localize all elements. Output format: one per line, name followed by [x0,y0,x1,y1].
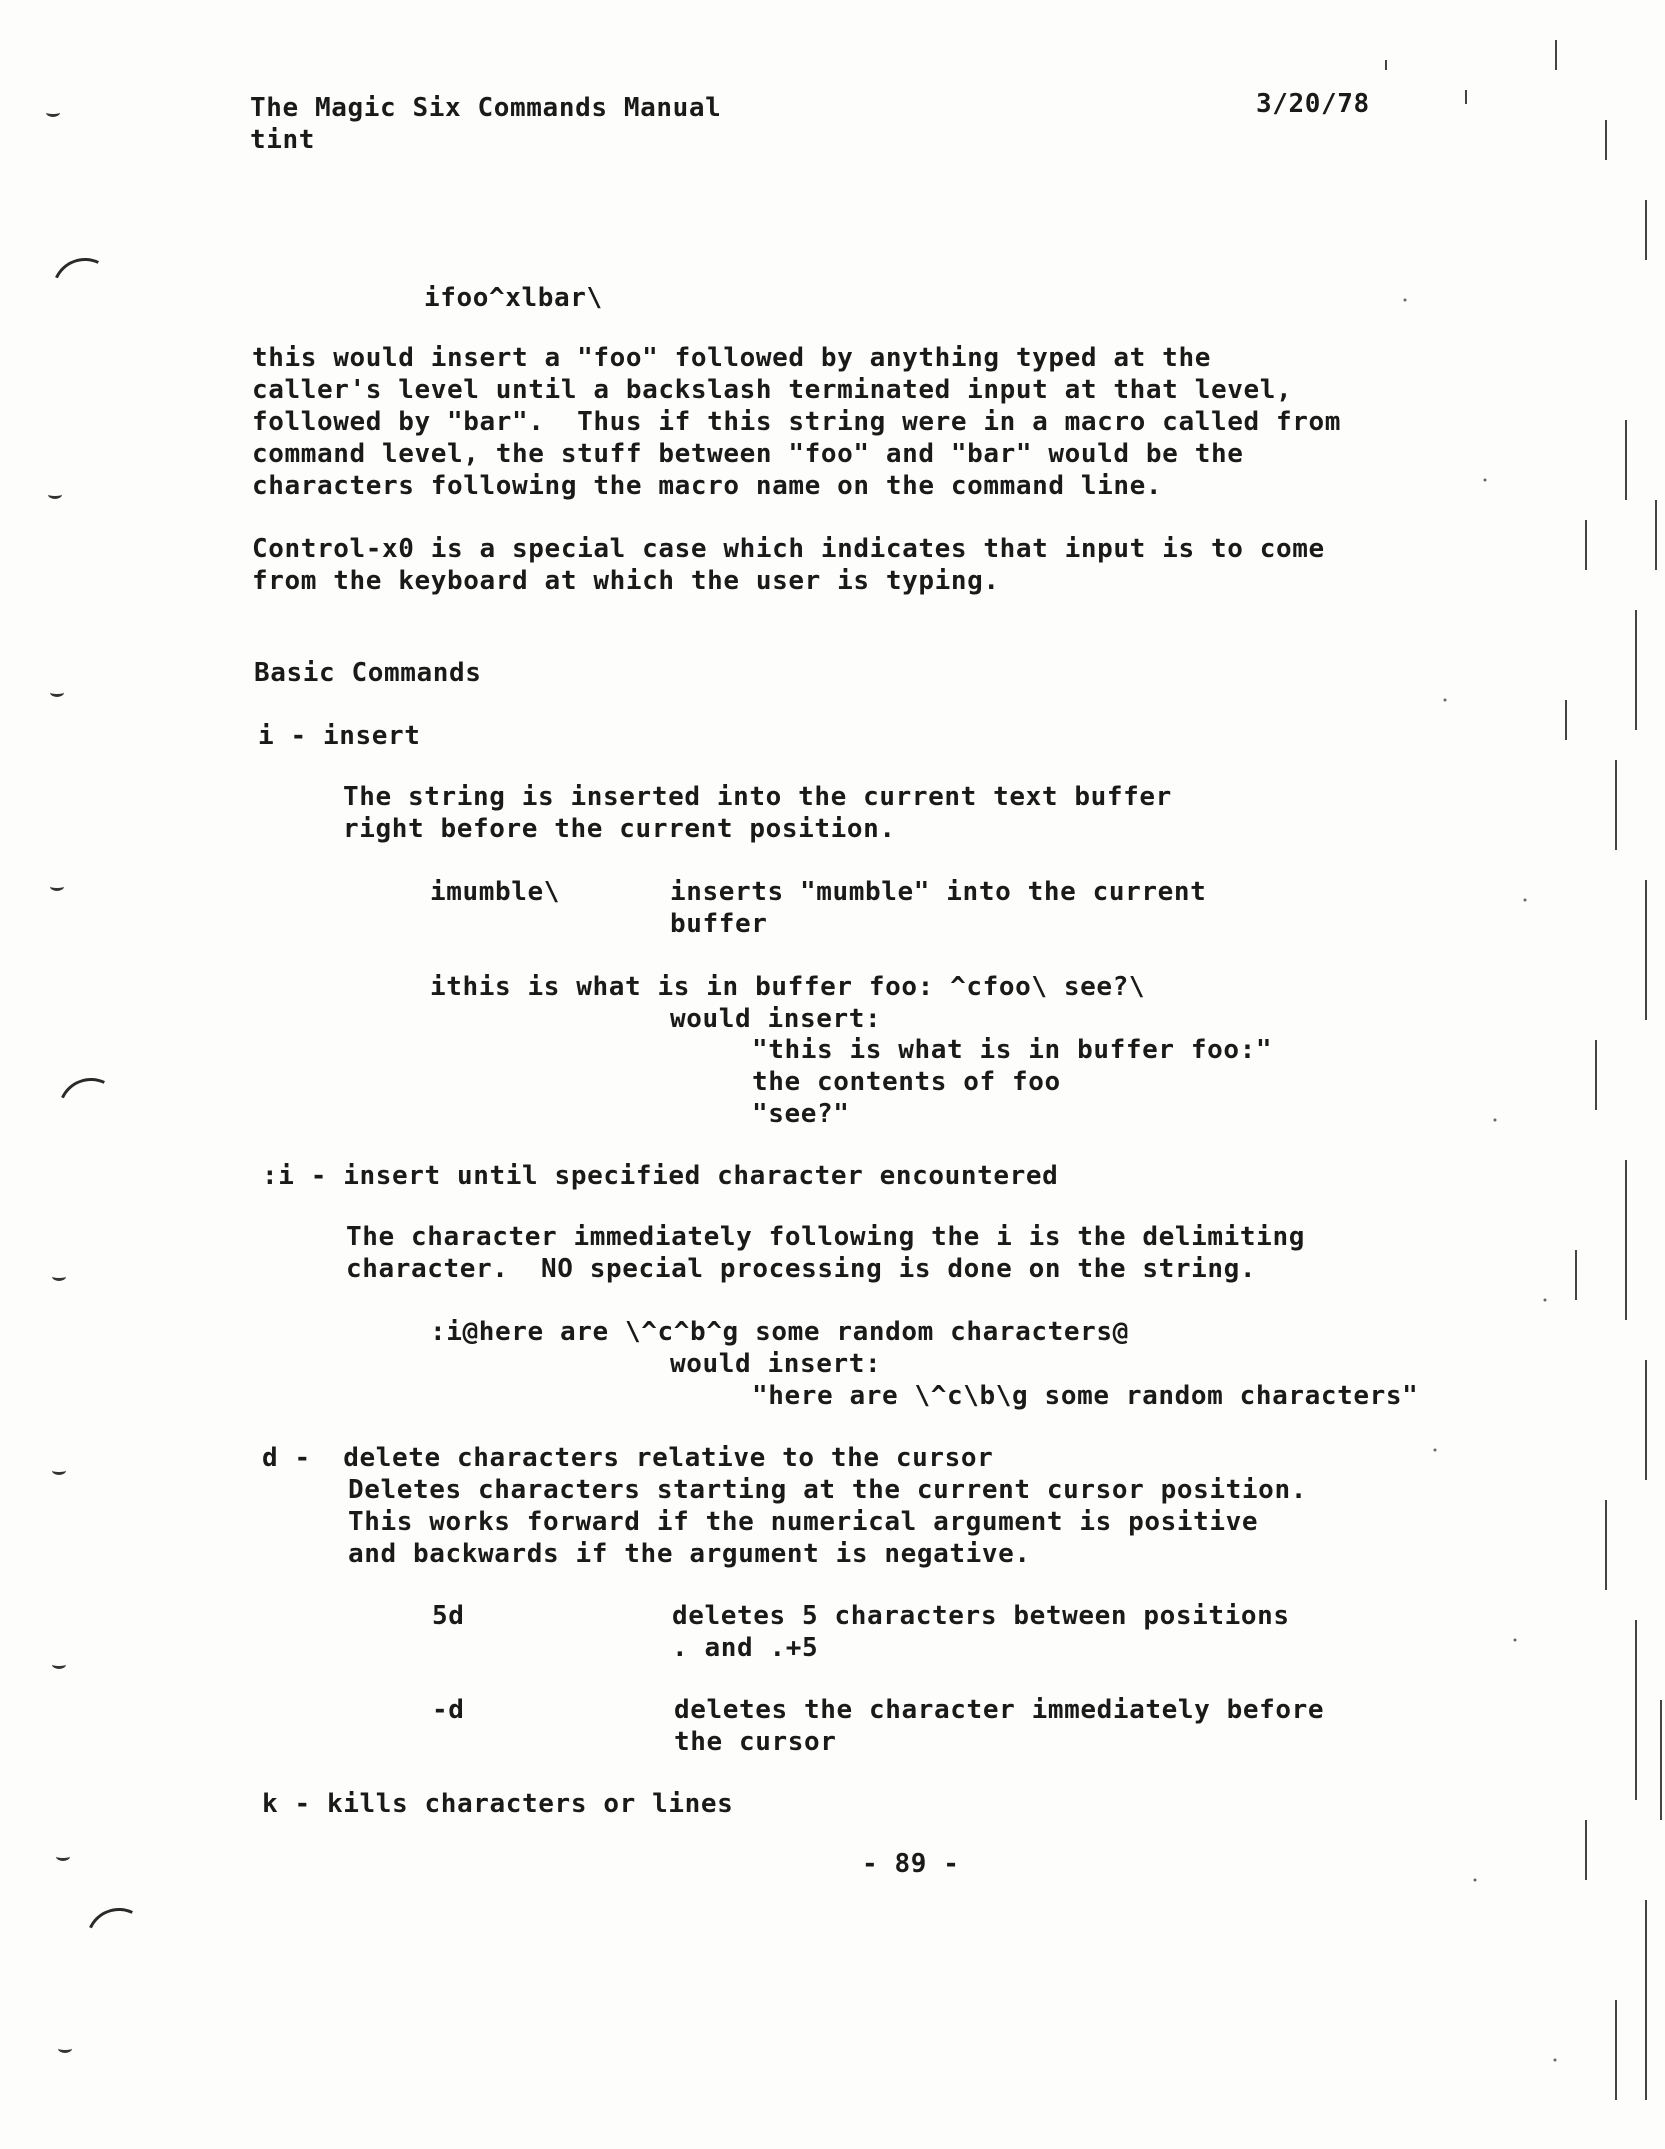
example-would-insert: would insert: [670,1004,882,1034]
insert-description [343,781,1172,845]
example-command: imumble\ [430,877,561,907]
result-line: "this is what is in buffer foo:" [752,1035,1273,1065]
description-line: The character immediately following the i is the delimiting [346,1222,1305,1252]
example-command: :i@here are \^c^b^g some random characters@ [430,1317,1129,1347]
document-subtitle: tint [250,125,316,155]
example-description [674,1694,1324,1758]
paragraph-line: followed by "bar". Thus if this string were in a macro called from [252,407,1341,437]
paragraph-line: Control-x0 is a special case which indicates that input is to come [252,534,1325,564]
margin-tick [50,882,64,891]
insert-until-description [346,1221,1305,1285]
binder-hole-mark [49,1069,134,1154]
example-result [752,1034,1272,1130]
delete-description [348,1474,1307,1570]
example-command: 5d [432,1601,465,1631]
description-line: inserts "mumble" into the current [670,877,1207,907]
description-line: deletes 5 characters between positions [672,1601,1290,1631]
margin-tick [56,1852,70,1861]
document-date: 3/20/78 [1256,89,1370,119]
paragraph-control-x0 [252,533,1325,597]
paragraph-line: from the keyboard at which the user is typing. [252,566,1000,596]
command-heading-insert: i - insert [258,721,421,751]
margin-tick [52,1272,66,1281]
document-title: The Magic Six Commands Manual [250,93,722,123]
description-line: the cursor [674,1727,837,1757]
result-line: the contents of foo [752,1067,1061,1097]
binder-hole-mark [77,1899,162,1984]
paragraph-line: caller's level until a backslash terminated input at that level, [252,375,1293,405]
command-heading-insert-until: :i - insert until specified character encountered [262,1161,1059,1191]
scan-noise [1345,0,1665,2149]
margin-tick [52,1466,66,1475]
description-line: right before the current position. [343,814,896,844]
result-line: "see?" [752,1099,850,1129]
page-number: - 89 - [862,1849,960,1879]
margin-tick [58,2044,72,2053]
command-heading-kill: k - kills characters or lines [262,1789,734,1819]
example-command: ithis is what is in buffer foo: ^cfoo\ see?\ [430,972,1146,1002]
description-line: This works forward if the numerical argument is positive [348,1507,1259,1537]
paragraph-line: command level, the stuff between "foo" and "bar" would be the [252,439,1244,469]
description-line: buffer [670,909,768,939]
margin-tick [48,490,62,499]
example-result: "here are \^c\b\g some random characters" [752,1381,1419,1411]
margin-tick [52,1660,66,1669]
margin-tick [46,108,60,117]
description-line: and backwards if the argument is negative. [348,1539,1031,1569]
description-line: deletes the character immediately before [674,1695,1325,1725]
example-command: ifoo^xlbar\ [424,283,603,313]
margin-tick [50,688,64,697]
paragraph-line: this would insert a "foo" followed by anything typed at the [252,343,1211,373]
description-line: . and .+5 [672,1633,819,1663]
paragraph-line: characters following the macro name on the command line. [252,471,1163,501]
binder-hole-mark [43,249,128,334]
description-line: character. NO special processing is done on the string. [346,1254,1257,1284]
example-description [670,876,1206,940]
section-heading: Basic Commands [254,658,482,688]
description-line: Deletes characters starting at the current cursor position. [348,1475,1307,1505]
example-would-insert: would insert: [670,1349,882,1379]
paragraph-macro-input [252,342,1341,502]
example-description [672,1600,1290,1664]
description-line: The string is inserted into the current text buffer [343,782,1172,812]
command-heading-delete: d - delete characters relative to the cursor [262,1443,994,1473]
example-command: -d [432,1695,465,1725]
